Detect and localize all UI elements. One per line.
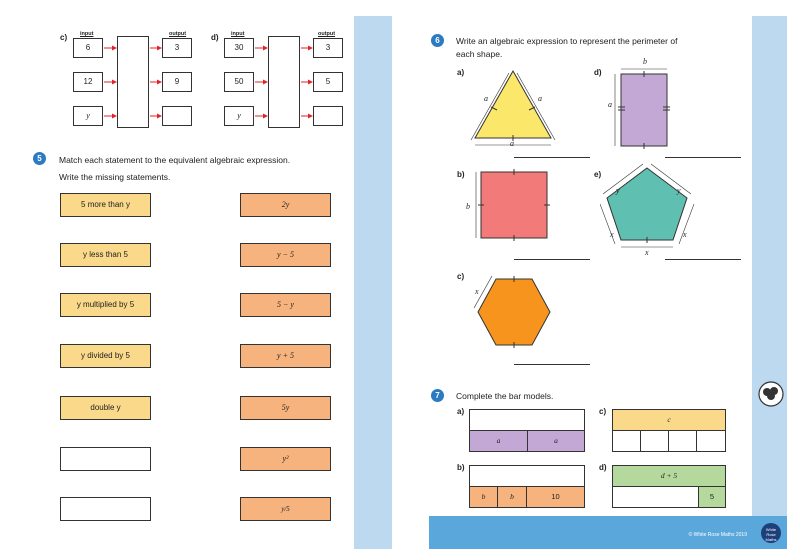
answer-line[interactable] (665, 157, 741, 158)
copyright-text: © White Rose Maths 2019 (688, 532, 747, 538)
side-label: y (677, 186, 681, 195)
input-box: y (73, 106, 103, 126)
input-box: 6 (73, 38, 103, 58)
machine-arrows (0, 0, 360, 140)
q6-instruction-2: each shape. (456, 49, 503, 59)
output-title: output (318, 31, 336, 37)
page-footer (429, 516, 787, 549)
answer-line[interactable] (514, 157, 590, 158)
statement-card[interactable]: y multiplied by 5 (60, 293, 151, 317)
q6-instruction: Write an algebraic expression to represent the perimeter of (456, 36, 678, 46)
bar-total-blank[interactable] (469, 409, 585, 431)
output-box: 5 (313, 72, 343, 92)
bar-blank-cell[interactable] (612, 486, 699, 508)
side-label: y (616, 186, 620, 195)
statement-card[interactable]: y divided by 5 (60, 344, 151, 368)
input-box: y (224, 106, 254, 126)
input-box: 30 (224, 38, 254, 58)
output-box: 3 (162, 38, 192, 58)
blank-statement-box[interactable] (60, 447, 151, 471)
part-label-d: d) (594, 68, 602, 77)
side-label: x (645, 248, 649, 257)
bar-cell: b (469, 486, 498, 508)
statement-card[interactable]: y less than 5 (60, 243, 151, 267)
part-label-b: b) (457, 170, 465, 179)
side-label: a (538, 94, 542, 103)
answer-line[interactable] (514, 364, 590, 365)
part-label-c: c) (599, 407, 607, 416)
output-box: 3 (313, 38, 343, 58)
statement-card[interactable]: double y (60, 396, 151, 420)
part-label-a: a) (457, 68, 465, 77)
bar-cell: a (469, 430, 528, 452)
expression-card[interactable]: y² (240, 447, 331, 471)
bar-cell: a (527, 430, 585, 452)
expression-card[interactable]: y − 5 (240, 243, 331, 267)
question-number-badge: 6 (431, 34, 444, 47)
think-cloud-icon (757, 380, 785, 408)
part-label-c: c) (457, 272, 465, 281)
question-number-badge: 7 (431, 389, 444, 402)
bar-cell: 10 (526, 486, 585, 508)
white-rose-logo: White Rose Maths (761, 523, 781, 543)
output-title: output (169, 31, 187, 37)
expression-card[interactable]: y + 5 (240, 344, 331, 368)
side-label: x (610, 230, 614, 239)
rectangle-shape (605, 62, 685, 152)
side-label: x (683, 230, 687, 239)
expression-card[interactable]: 5 − y (240, 293, 331, 317)
part-label-a: a) (457, 407, 465, 416)
part-label-d: d) (599, 463, 607, 472)
q5-instruction: Match each statement to the equivalent algebraic expression. (59, 155, 291, 165)
part-label-b: b) (457, 463, 465, 472)
input-box: 50 (224, 72, 254, 92)
expression-card[interactable]: 2y (240, 193, 331, 217)
bar-blank-cell[interactable] (696, 430, 726, 452)
input-title: input (80, 31, 94, 37)
expression-card[interactable]: y/5 (240, 497, 331, 521)
bar-blank-cell[interactable] (668, 430, 697, 452)
hexagon-shape (470, 275, 555, 355)
part-label-e: e) (594, 170, 602, 179)
q7-instruction: Complete the bar models. (456, 391, 554, 401)
bar-cell: c (612, 409, 726, 431)
answer-line[interactable] (665, 259, 741, 260)
side-label: b (643, 57, 647, 66)
bar-cell: 5 (698, 486, 726, 508)
output-box: 9 (162, 72, 192, 92)
square-shape (472, 166, 557, 246)
equilateral-triangle (465, 65, 565, 150)
part-label-d: d) (211, 33, 219, 42)
bar-cell: b (497, 486, 527, 508)
part-label-c: c) (60, 33, 68, 42)
question-number-badge: 5 (33, 152, 46, 165)
side-label: a (510, 139, 514, 148)
side-label: a (484, 94, 488, 103)
bar-total-blank[interactable] (469, 465, 585, 487)
input-box: 12 (73, 72, 103, 92)
answer-line[interactable] (514, 259, 590, 260)
pentagon-shape (600, 162, 695, 257)
input-title: input (231, 31, 245, 37)
bar-blank-cell[interactable] (640, 430, 669, 452)
right-margin-strip (752, 16, 787, 516)
blank-statement-box[interactable] (60, 497, 151, 521)
expression-card[interactable]: 5y (240, 396, 331, 420)
side-label: x (475, 287, 479, 296)
q5-instruction-2: Write the missing statements. (59, 172, 171, 182)
bar-cell: d + 5 (612, 465, 726, 487)
side-label: a (608, 100, 612, 109)
statement-card[interactable]: 5 more than y (60, 193, 151, 217)
side-label: b (466, 202, 470, 211)
bar-blank-cell[interactable] (612, 430, 641, 452)
